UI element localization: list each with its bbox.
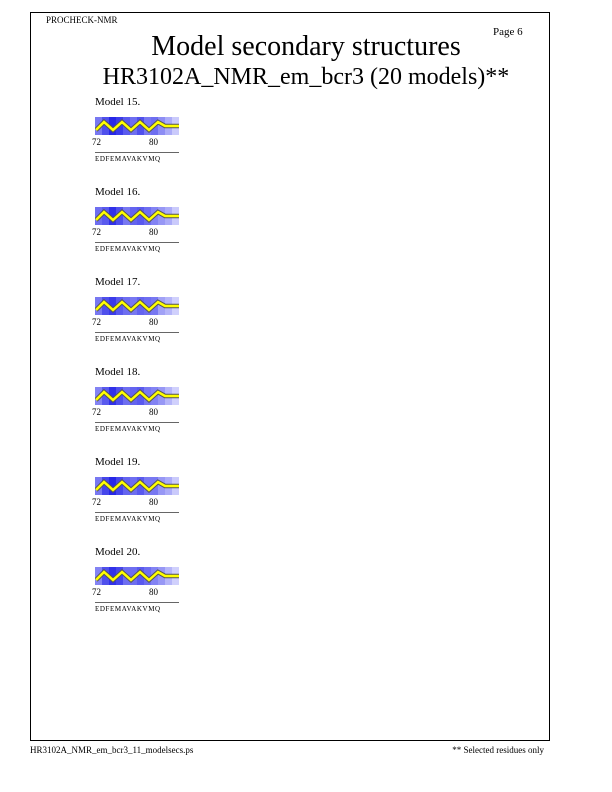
residue-sequence: EDFEMAVAKVMQ bbox=[95, 335, 161, 343]
secondary-structure-strip bbox=[95, 117, 179, 135]
model-label: Model 20. bbox=[95, 546, 141, 558]
model-label: Model 15. bbox=[95, 96, 141, 108]
secondary-structure-strip bbox=[95, 387, 179, 405]
residue-number-start: 72 bbox=[92, 137, 101, 147]
secondary-structure-strip bbox=[95, 297, 179, 315]
secondary-structure-strip bbox=[95, 207, 179, 225]
model-panel bbox=[92, 276, 215, 346]
program-name: PROCHECK-NMR bbox=[46, 15, 118, 25]
helix-icon bbox=[95, 117, 179, 135]
residue-number-mid: 80 bbox=[149, 407, 158, 417]
sequence-rule bbox=[95, 242, 179, 243]
residue-number-start: 72 bbox=[92, 227, 101, 237]
model-panel bbox=[92, 96, 215, 166]
residue-number-mid: 80 bbox=[149, 137, 158, 147]
model-panel bbox=[92, 546, 215, 616]
residue-number-mid: 80 bbox=[149, 317, 158, 327]
helix-icon bbox=[95, 297, 179, 315]
model-panel bbox=[92, 366, 215, 436]
model-panel bbox=[92, 186, 215, 256]
footer-note: ** Selected residues only bbox=[452, 745, 544, 755]
page-title: Model secondary structures bbox=[151, 31, 461, 62]
sequence-rule bbox=[95, 512, 179, 513]
residue-number-start: 72 bbox=[92, 407, 101, 417]
sequence-rule bbox=[95, 332, 179, 333]
footer-filename: HR3102A_NMR_em_bcr3_11_modelsecs.ps bbox=[30, 745, 194, 755]
model-label: Model 19. bbox=[95, 456, 141, 468]
residue-number-start: 72 bbox=[92, 317, 101, 327]
secondary-structure-strip bbox=[95, 477, 179, 495]
residue-sequence: EDFEMAVAKVMQ bbox=[95, 605, 161, 613]
helix-icon bbox=[95, 567, 179, 585]
residue-sequence: EDFEMAVAKVMQ bbox=[95, 155, 161, 163]
helix-icon bbox=[95, 387, 179, 405]
residue-number-mid: 80 bbox=[149, 587, 158, 597]
page-number: Page 6 bbox=[493, 26, 523, 38]
residue-number-start: 72 bbox=[92, 497, 101, 507]
model-label: Model 16. bbox=[95, 186, 141, 198]
model-label: Model 18. bbox=[95, 366, 141, 378]
residue-number-mid: 80 bbox=[149, 497, 158, 507]
residue-sequence: EDFEMAVAKVMQ bbox=[95, 425, 161, 433]
sequence-rule bbox=[95, 422, 179, 423]
helix-icon bbox=[95, 477, 179, 495]
model-label: Model 17. bbox=[95, 276, 141, 288]
residue-sequence: EDFEMAVAKVMQ bbox=[95, 515, 161, 523]
page-subtitle: HR3102A_NMR_em_bcr3 (20 models)** bbox=[102, 64, 510, 90]
residue-sequence: EDFEMAVAKVMQ bbox=[95, 245, 161, 253]
residue-number-mid: 80 bbox=[149, 227, 158, 237]
sequence-rule bbox=[95, 602, 179, 603]
sequence-rule bbox=[95, 152, 179, 153]
secondary-structure-strip bbox=[95, 567, 179, 585]
model-panel bbox=[92, 456, 215, 526]
residue-number-start: 72 bbox=[92, 587, 101, 597]
helix-icon bbox=[95, 207, 179, 225]
